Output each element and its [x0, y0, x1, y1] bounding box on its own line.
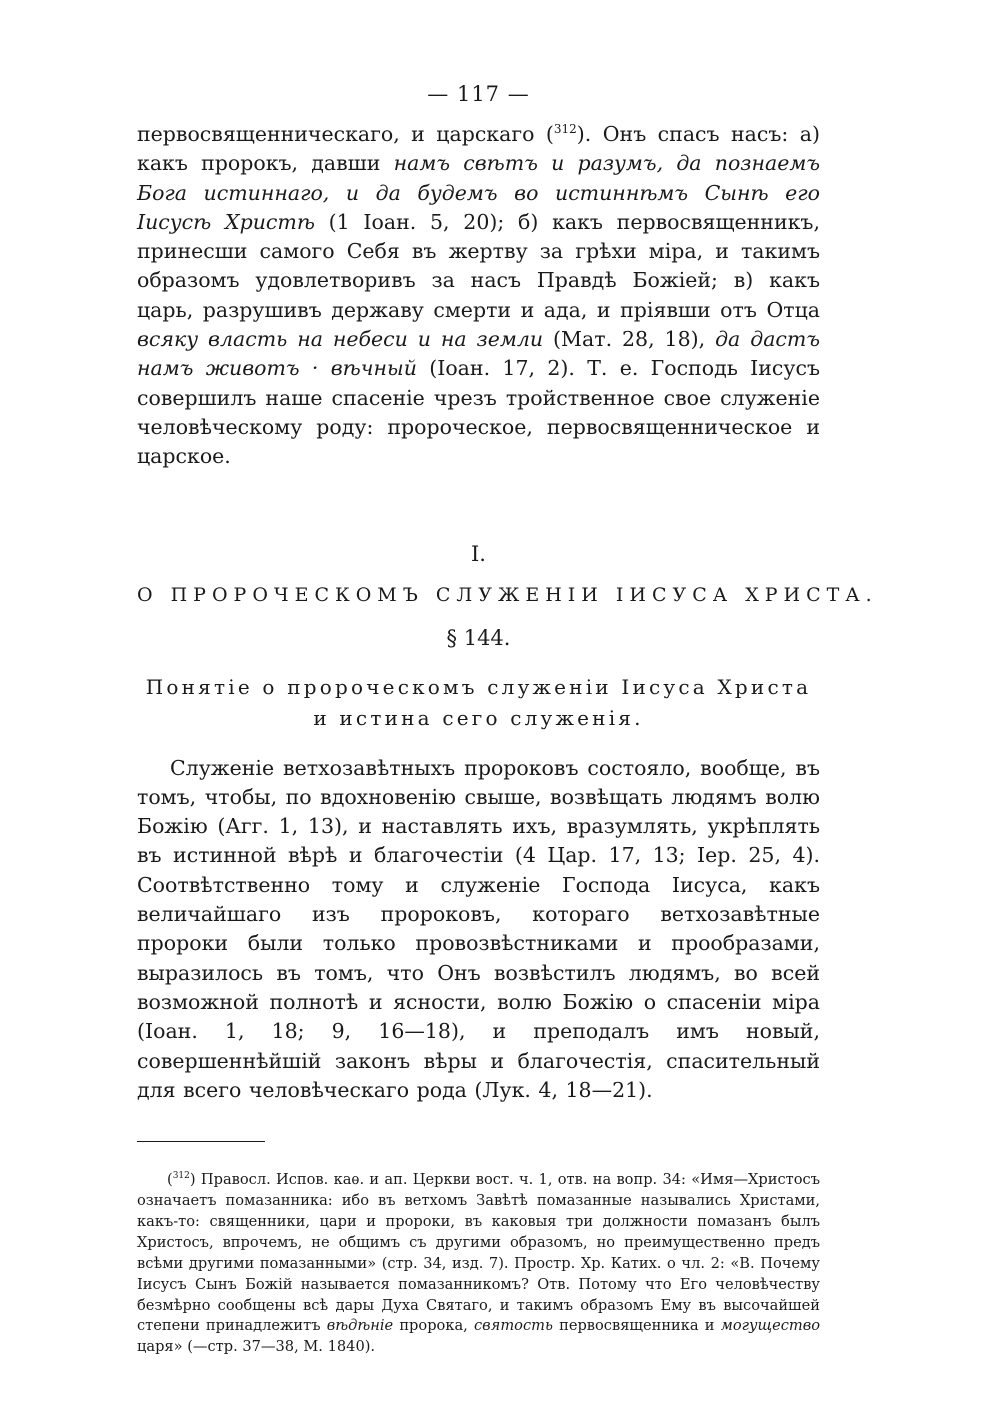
page: [137, 82, 878, 1358]
footnote-number: 312: [172, 1171, 190, 1182]
text: ): [189, 1171, 196, 1189]
text: царя» (—стр. 37—38, М. 1840).: [137, 1338, 376, 1356]
quote-italic: да дастъ намъ животъ · вѣчный: [137, 327, 820, 381]
text: первосвященническаго, и царскаго (: [137, 122, 554, 146]
quote-italic: намъ свѣтъ и разумъ, да познаемъ Бога истиннаго, и да будемъ во истиннѣмъ Сынѣ его Іисусѣ Христѣ: [137, 151, 820, 234]
text: (Мат. 28, 18),: [543, 327, 716, 352]
quote-italic: всяку власть на небеси и на земли: [137, 327, 544, 352]
paragraph-continuation: [137, 120, 820, 472]
paragraph-body: Служеніе ветхозавѣтныхъ пророковъ состояло, вообще, въ томъ, чтобы, по вдохновенію свыше, возвѣщать людямъ волю Божію (Агг. 1, 13), и наставлять ихъ, вразумлять, укрѣплять въ истинной вѣрѣ и благочестіи (4 Цар. 17, 13; Іер. 25, 4). Соотвѣтственно тому и служеніе Господа Іисуса, какъ величайшаго изъ пророковъ, котораго ветхозавѣтные пророки были только провозвѣстниками и прообразами, выразилось въ томъ, что Онъ возвѣстилъ людямъ, во всей возможной полнотѣ и ясности, волю Божію о спасеніи міра (Іоан. 1, 18; 9, 16—18), и преподалъ имъ новый, совершеннѣйшій законъ вѣры и благочестія, спасительный для всего человѣческаго рода (Лук. 4, 18—21).: [137, 755, 820, 1102]
footnote: [137, 1170, 820, 1358]
footnote-ref: 312: [553, 122, 577, 137]
text: (: [167, 1171, 173, 1189]
part-number: I.: [471, 541, 486, 566]
italic-term: святость: [473, 1317, 553, 1335]
section-number: § 144.: [446, 625, 511, 650]
text: Правосл. Испов. каѳ. и ап. Церкви вост. ч. 1, отв. на вопр. 34: «Имя—Христосъ означаетъ помазанника: ибо въ ветхомъ Завѣтѣ помазанные назывались Христами, какъ-то: священники, цари и пророки, въ каковыя три должности помазанъ былъ Христосъ, впрочемъ, не общимъ съ другими образомъ, но преимущественно предъ всѣми другими помазанными» (стр. 34, изд. 7). Простр. Хр. Катих. о чл. 2: «В. Почему Іисусъ Сынъ Божій называется помазанникомъ? Отв. Потому что Его человѣчеству безмѣрно сообщены всѣ дары Духа Святаго, и такимъ образомъ Ему въ высочайшей степени принадлежитъ: [137, 1171, 820, 1335]
text: пророка,: [393, 1317, 474, 1335]
page-number: — 117 —: [427, 82, 530, 106]
section-title-line: Понятіе о пророческомъ служеніи Іисуса Христа: [145, 674, 812, 699]
italic-term: могущество: [720, 1317, 820, 1335]
text: первосвященника и: [552, 1317, 721, 1335]
section-title: [137, 672, 820, 734]
text: (Іоан. 17, 2). Т. е. Господь Іисусъ совершилъ наше спасеніе чрезъ тройственное свое служеніе человѣческому роду: пророческое, первосвященническое и царское.: [137, 356, 820, 469]
italic-term: вѣдѣніе: [326, 1317, 394, 1335]
text: ). Онъ спасъ насъ: а) какъ пророкъ, давши: [137, 122, 820, 176]
footnote-divider: [137, 1141, 265, 1142]
section-title-line: и истина сего служенія.: [313, 705, 644, 730]
part-title: О ПРОРОЧЕСКОМЪ СЛУЖЕНІИ ІИСУСА ХРИСТА.: [137, 583, 878, 606]
text: (1 Іоан. 5, 20); б) какъ первосвященникъ, принесши самого Себя въ жертву за грѣхи міра, и такимъ образомъ удовлетворивъ за насъ Правдѣ Божіей; в) какъ царь, разрушивъ державу смерти и ада, и пріявши отъ Отца: [137, 209, 820, 322]
